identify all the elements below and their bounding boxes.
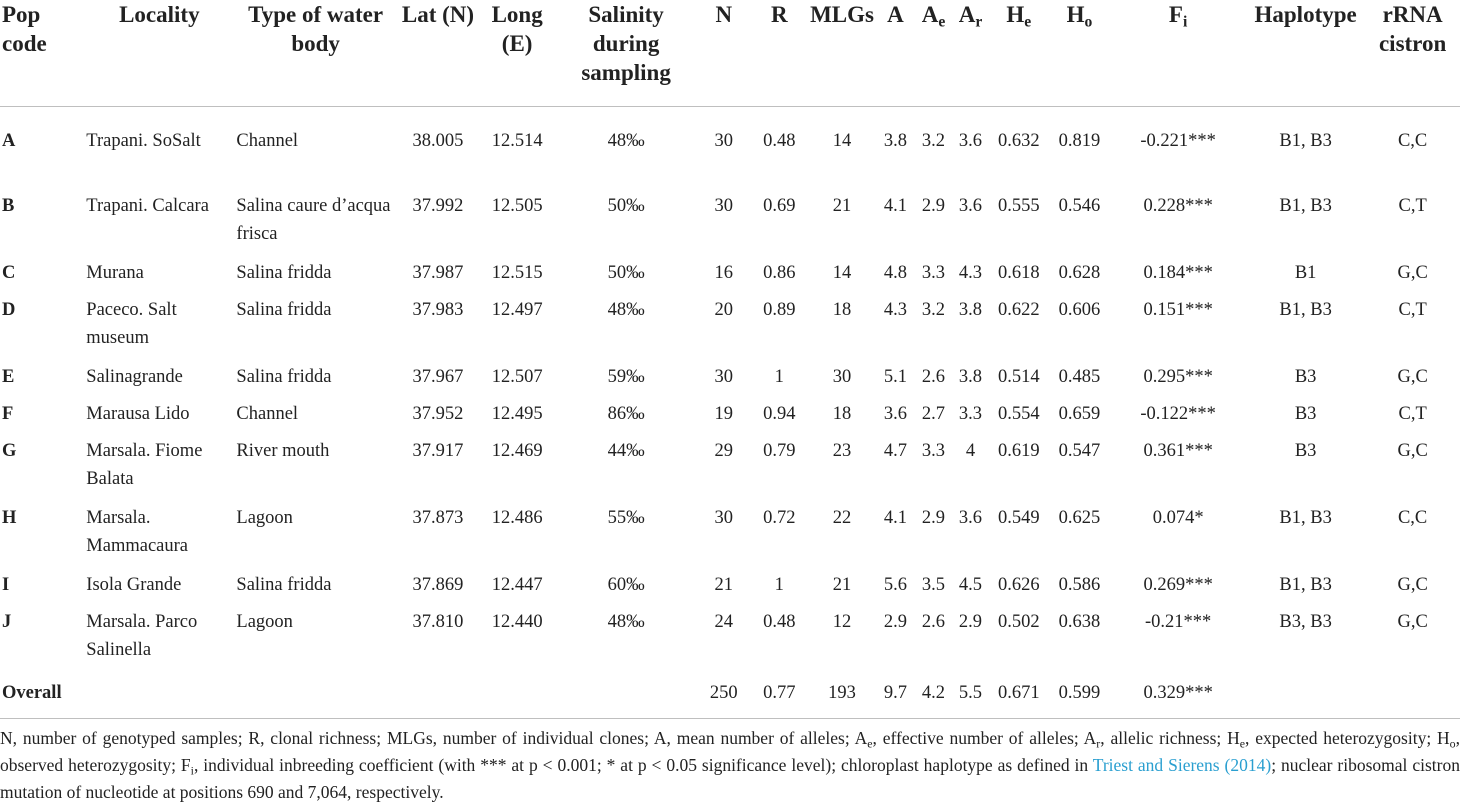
cell-mlgs: 30 [832, 367, 852, 387]
cell-mlgs: 22 [832, 508, 852, 528]
cell-fi: 0.184*** [1143, 263, 1213, 283]
footnote-sub: e [1239, 736, 1246, 751]
overall-label: Overall [2, 683, 62, 703]
cell-pop: B [2, 196, 15, 216]
cell-ar: 3.6 [958, 508, 983, 528]
citation-link[interactable]: Triest and Sierens (2014) [1092, 755, 1272, 775]
cell-rrna: G,C [1397, 575, 1428, 595]
cell-he: 0.619 [997, 441, 1040, 461]
header-ho-sub: o [1084, 13, 1093, 31]
header-ar-base: A [958, 2, 976, 27]
cell-ae: 2.7 [921, 404, 946, 424]
footnote-text: N, number of genotyped samples; R, clonal richness; MLGs, number of individual clones; A, mean number of alleles; A [0, 728, 868, 748]
cell-rrna: C,C [1397, 508, 1428, 528]
cell-salinity: 60‰ [607, 575, 645, 595]
cell-a: 5.1 [883, 367, 907, 387]
cell-long: 12.497 [491, 300, 543, 320]
cell-mlgs: 23 [832, 441, 852, 461]
header-lat: Lat (N) [401, 2, 475, 27]
cell-mlgs: 18 [832, 404, 852, 424]
cell-haplotype: B1, B3 [1279, 196, 1332, 216]
cell-he: 0.549 [997, 508, 1040, 528]
cell-salinity: 55‰ [607, 508, 645, 528]
cell-haplotype: B1 [1294, 263, 1317, 283]
cell-n: 30 [714, 367, 734, 387]
cell-rrna: G,C [1397, 367, 1428, 387]
cell-a: 4.7 [883, 441, 907, 461]
header-he-base: H [1006, 2, 1025, 27]
header-r: R [770, 2, 788, 27]
cell-pop: I [2, 575, 10, 595]
cell-haplotype: B1, B3 [1279, 575, 1332, 595]
footnote-sub: e [867, 736, 873, 751]
cell-rrna: G,C [1397, 263, 1428, 283]
cell-r: 1 [774, 367, 784, 387]
header-ho-base: H [1066, 2, 1085, 27]
cell-fi: -0.21*** [1144, 612, 1212, 632]
cell-fi: 0.151*** [1143, 300, 1213, 320]
cell-long: 12.469 [491, 441, 543, 461]
cell-salinity: 48‰ [607, 130, 645, 151]
cell-r: 0.72 [763, 508, 796, 528]
cell-haplotype: B3 [1294, 367, 1317, 387]
table-row [0, 400, 1460, 437]
cell-ae: 3.3 [921, 263, 946, 283]
cell-pop: F [2, 404, 14, 424]
cell-fi: -0.221*** [1140, 130, 1216, 151]
header-fi-sub: i [1182, 13, 1188, 31]
cell-long: 12.515 [491, 263, 543, 283]
table-row [0, 608, 1460, 675]
cell-ho: 0.628 [1058, 263, 1101, 283]
cell-n: 29 [714, 441, 734, 461]
header-type: Type of water body [248, 2, 384, 56]
cell-type: Lagoon [236, 612, 293, 632]
footnote-text: , allelic richness; H [1100, 728, 1240, 748]
cell-long: 12.507 [491, 367, 543, 387]
cell-a: 4.3 [883, 300, 907, 320]
cell-haplotype: B3 [1294, 404, 1317, 424]
cell-ae: 3.3 [921, 441, 946, 461]
table-row [0, 296, 1460, 363]
cell-ae: 3.2 [921, 300, 946, 320]
header-salinity: Salinity during sampling [581, 2, 671, 85]
header-ar-sub: r [975, 13, 983, 31]
cell-n: 19 [714, 404, 734, 424]
cell-he: 0.632 [997, 130, 1040, 151]
cell-a: 4.1 [883, 508, 907, 528]
cell-a: 4.1 [883, 196, 907, 216]
cell-n: 30 [714, 508, 734, 528]
cell-mlgs: 12 [832, 612, 852, 632]
cell-fi: 0.361*** [1143, 441, 1213, 461]
cell-salinity: 44‰ [607, 441, 645, 461]
cell-locality: Trapani. SoSalt [86, 130, 201, 151]
cell-lat: 38.005 [412, 130, 464, 151]
cell-n: 20 [714, 300, 734, 320]
header-n: N [715, 2, 733, 27]
cell-rrna: G,C [1397, 612, 1428, 632]
cell-ar: 4.3 [958, 263, 983, 283]
cell-a: 5.6 [883, 575, 907, 595]
table-row [0, 504, 1460, 571]
cell-type: River mouth [236, 441, 330, 461]
header-he-sub: e [1024, 13, 1032, 31]
cell-pop: A [2, 130, 16, 151]
cell-ar: 3.8 [958, 300, 983, 320]
cell-haplotype: B1, B3 [1279, 300, 1332, 320]
cell-lat: 37.952 [412, 404, 464, 424]
cell-salinity: 86‰ [607, 404, 645, 424]
cell-he: 0.622 [997, 300, 1040, 320]
cell-type: Salina caure d’acqua frisca [236, 196, 391, 244]
cell-locality: Trapani. Calcara [86, 196, 209, 216]
cell-n: 21 [714, 575, 734, 595]
cell-haplotype: B3 [1294, 441, 1317, 461]
cell-haplotype: B1, B3 [1279, 130, 1332, 151]
header-ae [915, 0, 952, 106]
cell-salinity: 59‰ [607, 367, 645, 387]
footnote-sub: i [190, 763, 194, 778]
cell-long: 12.495 [491, 404, 543, 424]
cell-ho: 0.638 [1058, 612, 1101, 632]
cell-long: 12.440 [491, 612, 543, 632]
cell-fi: 0.074* [1152, 508, 1204, 528]
cell-fi: 0.269*** [1143, 575, 1213, 595]
footnote-sub: o [1449, 736, 1456, 751]
cell-pop: J [2, 612, 12, 632]
cell-he: 0.502 [997, 612, 1040, 632]
cell-pop: D [2, 300, 16, 320]
cell-rrna: C,T [1398, 300, 1427, 320]
cell-long: 12.486 [491, 508, 543, 528]
cell-ho: 0.546 [1058, 196, 1101, 216]
cell-rrna: C,T [1398, 404, 1427, 424]
overall-ar: 5.5 [958, 683, 983, 703]
overall-he: 0.671 [997, 683, 1040, 703]
header-locality: Locality [119, 2, 200, 27]
cell-lat: 37.992 [412, 196, 464, 216]
cell-type: Salina fridda [236, 300, 332, 320]
cell-ho: 0.659 [1058, 404, 1101, 424]
cell-ae: 3.5 [921, 575, 946, 595]
cell-ho: 0.547 [1058, 441, 1101, 461]
cell-ae: 2.9 [921, 508, 946, 528]
cell-n: 30 [714, 130, 734, 151]
header-fi [1110, 0, 1246, 106]
cell-he: 0.514 [997, 367, 1040, 387]
cell-mlgs: 14 [832, 263, 852, 283]
cell-ho: 0.625 [1058, 508, 1101, 528]
cell-salinity: 50‰ [607, 263, 645, 283]
cell-r: 0.86 [763, 263, 796, 283]
header-ae-sub: e [938, 13, 946, 31]
cell-he: 0.618 [997, 263, 1040, 283]
footnote-text: ; nuclear ribosomal cistron mutation of nucleotide at positions 690 and 7,064, respectively. [0, 755, 1460, 802]
cell-a: 2.9 [883, 612, 907, 632]
cell-long: 12.447 [491, 575, 543, 595]
cell-ae: 2.9 [921, 196, 946, 216]
cell-pop: E [2, 367, 15, 387]
cell-ho: 0.485 [1058, 367, 1101, 387]
cell-r: 0.69 [763, 196, 796, 216]
cell-salinity: 50‰ [607, 196, 645, 216]
cell-locality: Marsala. Parco Salinella [86, 612, 198, 660]
cell-salinity: 48‰ [607, 300, 645, 320]
table-row [0, 192, 1460, 259]
cell-mlgs: 21 [832, 575, 852, 595]
cell-ar: 3.8 [958, 367, 983, 387]
overall-r: 0.77 [763, 683, 796, 703]
cell-ho: 0.606 [1058, 300, 1101, 320]
footnote-text: , individual inbreeding coefficient (with *** at p < 0.001; * at p < 0.05 significance level); chloroplast haplotype as defined in [193, 755, 1093, 775]
cell-ae: 3.2 [921, 130, 946, 151]
cell-r: 0.48 [763, 130, 796, 151]
header-long: Long (E) [491, 2, 543, 56]
cell-n: 24 [714, 612, 734, 632]
cell-lat: 37.869 [412, 575, 464, 595]
cell-lat: 37.987 [412, 263, 464, 283]
cell-fi: 0.228*** [1143, 196, 1213, 216]
cell-rrna: C,C [1397, 130, 1428, 151]
table-footnote [0, 718, 1460, 806]
cell-he: 0.626 [997, 575, 1040, 595]
cell-lat: 37.873 [412, 508, 464, 528]
cell-long: 12.505 [491, 196, 543, 216]
cell-ar: 3.6 [958, 196, 983, 216]
cell-r: 0.79 [763, 441, 796, 461]
cell-r: 0.48 [763, 612, 796, 632]
cell-rrna: C,T [1398, 196, 1427, 216]
cell-mlgs: 18 [832, 300, 852, 320]
cell-ar: 3.6 [958, 130, 983, 151]
cell-locality: Marsala. Fiome Balata [86, 441, 203, 489]
table-row [0, 571, 1460, 608]
cell-ar: 3.3 [958, 404, 983, 424]
cell-pop: C [2, 263, 16, 283]
cell-mlgs: 21 [832, 196, 852, 216]
footnote-text: , observed heterozygosity; F [0, 728, 1460, 775]
cell-ae: 2.6 [921, 367, 946, 387]
cell-type: Lagoon [236, 508, 293, 528]
overall-fi: 0.329*** [1143, 683, 1213, 703]
cell-ho: 0.819 [1058, 130, 1101, 151]
cell-rrna: G,C [1397, 441, 1428, 461]
header-fi-base: F [1168, 2, 1183, 27]
cell-locality: Paceco. Salt museum [86, 300, 177, 348]
footnote-text: , effective number of alleles; A [872, 728, 1097, 748]
cell-lat: 37.810 [412, 612, 464, 632]
cell-ho: 0.586 [1058, 575, 1101, 595]
overall-row [0, 675, 1460, 717]
header-a: A [887, 2, 904, 27]
cell-locality: Marsala. Mammacaura [86, 508, 188, 556]
cell-a: 3.8 [883, 130, 907, 151]
header-ae-base: A [921, 2, 939, 27]
cell-haplotype: B3, B3 [1279, 612, 1332, 632]
cell-haplotype: B1, B3 [1279, 508, 1332, 528]
cell-he: 0.554 [997, 404, 1040, 424]
cell-long: 12.514 [491, 130, 543, 151]
cell-r: 0.89 [763, 300, 796, 320]
cell-pop: G [2, 441, 17, 461]
cell-locality: Isola Grande [86, 575, 182, 595]
cell-a: 3.6 [883, 404, 907, 424]
overall-n: 250 [709, 683, 738, 703]
overall-ae: 4.2 [921, 683, 946, 703]
header-he [989, 0, 1049, 106]
cell-r: 1 [774, 575, 784, 595]
cell-lat: 37.967 [412, 367, 464, 387]
table-row [0, 363, 1460, 400]
cell-ae: 2.6 [921, 612, 946, 632]
cell-locality: Marausa Lido [86, 404, 190, 424]
cell-lat: 37.917 [412, 441, 464, 461]
cell-he: 0.555 [997, 196, 1040, 216]
cell-n: 16 [714, 263, 734, 283]
header-ar [952, 0, 989, 106]
cell-type: Salina fridda [236, 367, 332, 387]
header-mlgs: MLGs [810, 2, 874, 27]
overall-ho: 0.599 [1058, 683, 1101, 703]
table-body [0, 106, 1460, 717]
cell-type: Salina fridda [236, 263, 332, 283]
header-pop-code: Pop code [2, 2, 47, 56]
cell-n: 30 [714, 196, 734, 216]
cell-pop: H [2, 508, 17, 528]
cell-type: Channel [236, 404, 299, 424]
footnote-sub: r [1096, 736, 1101, 751]
cell-ar: 4.5 [958, 575, 983, 595]
table-row [0, 106, 1460, 192]
footnote-text: , expected heterozygosity; H [1245, 728, 1450, 748]
overall-a: 9.7 [883, 683, 907, 703]
cell-ar: 4 [965, 441, 976, 461]
cell-locality: Salinagrande [86, 367, 183, 387]
cell-lat: 37.983 [412, 300, 464, 320]
cell-fi: -0.122*** [1140, 404, 1216, 424]
header-haplotype: Haplotype [1254, 2, 1357, 27]
cell-type: Salina fridda [236, 575, 332, 595]
cell-a: 4.8 [883, 263, 907, 283]
table-row [0, 437, 1460, 504]
cell-mlgs: 14 [832, 130, 852, 151]
cell-fi: 0.295*** [1143, 367, 1213, 387]
overall-mlgs: 193 [828, 683, 856, 703]
cell-ar: 2.9 [958, 612, 983, 632]
table-row [0, 259, 1460, 296]
table-header [0, 0, 1460, 106]
header-ho [1049, 0, 1111, 106]
cell-type: Channel [236, 130, 299, 151]
header-rrna: rRNA cistron [1378, 2, 1447, 56]
cell-locality: Murana [86, 263, 144, 283]
cell-salinity: 48‰ [607, 612, 645, 632]
cell-r: 0.94 [763, 404, 796, 424]
